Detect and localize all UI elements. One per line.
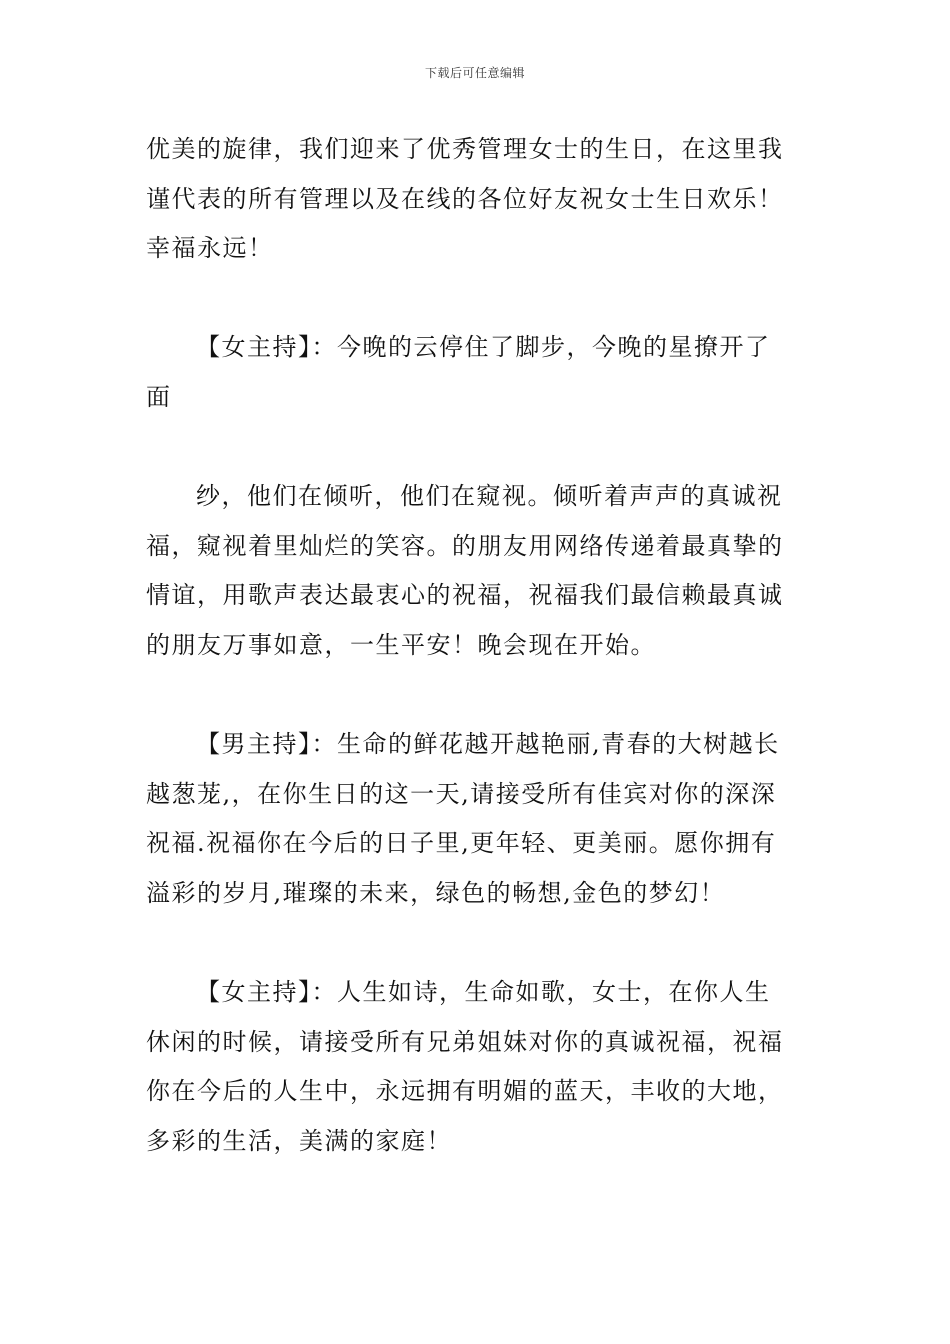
text-line: 休闲的时候，请接受所有兄弟姐妹对你的真诚祝福，祝福 xyxy=(146,1027,784,1056)
text-line: 溢彩的岁月,璀璨的未来，绿色的畅想,金色的梦幻！ xyxy=(146,878,726,907)
text-line: 你在今后的人生中，永远拥有明媚的蓝天，丰收的大地， xyxy=(146,1077,784,1105)
text-line: 【男主持】：生命的鲜花越开越艳丽,青春的大树越长 xyxy=(196,730,780,758)
text-line: 幸福永远！ xyxy=(146,234,274,262)
text-line: 纱，他们在倾听，他们在窥视。倾听着声声的真诚祝 xyxy=(196,482,783,510)
text-line: 谨代表的所有管理以及在线的各位好友祝女士生日欢乐！ xyxy=(146,184,784,213)
paragraph-female-host-2 xyxy=(146,968,806,1166)
paragraph-blessing xyxy=(146,472,806,670)
text-line: 多彩的生活，美满的家庭！ xyxy=(146,1126,452,1155)
paragraph-intro xyxy=(146,125,806,274)
text-line: 面 xyxy=(146,382,172,411)
text-line: 的朋友万事如意，一生平安！晚会现在开始。 xyxy=(146,630,656,659)
text-line: 【女主持】：人生如诗，生命如歌，女士，在你人生 xyxy=(196,978,771,1006)
text-line: 越葱茏,，在你生日的这一天,请接受所有佳宾对你的深深 xyxy=(146,779,777,808)
text-line: 优美的旋律，我们迎来了优秀管理女士的生日，在这里我 xyxy=(146,135,784,163)
paragraph-male-host xyxy=(146,720,806,918)
page-header: 下载后可任意编辑 xyxy=(424,66,525,80)
text-line: 祝福.祝福你在今后的日子里,更年轻、更美丽。愿你拥有 xyxy=(146,829,777,857)
text-line: 情谊，用歌声表达最衷心的祝福，祝福我们最信赖最真诚 xyxy=(146,581,784,609)
text-line: 【女主持】：今晚的云停住了脚步，今晚的星撩开了 xyxy=(196,333,771,361)
text-line: 福，窥视着里灿烂的笑容。的朋友用网络传递着最真挚的 xyxy=(146,531,784,560)
paragraph-female-host-1 xyxy=(146,323,806,422)
